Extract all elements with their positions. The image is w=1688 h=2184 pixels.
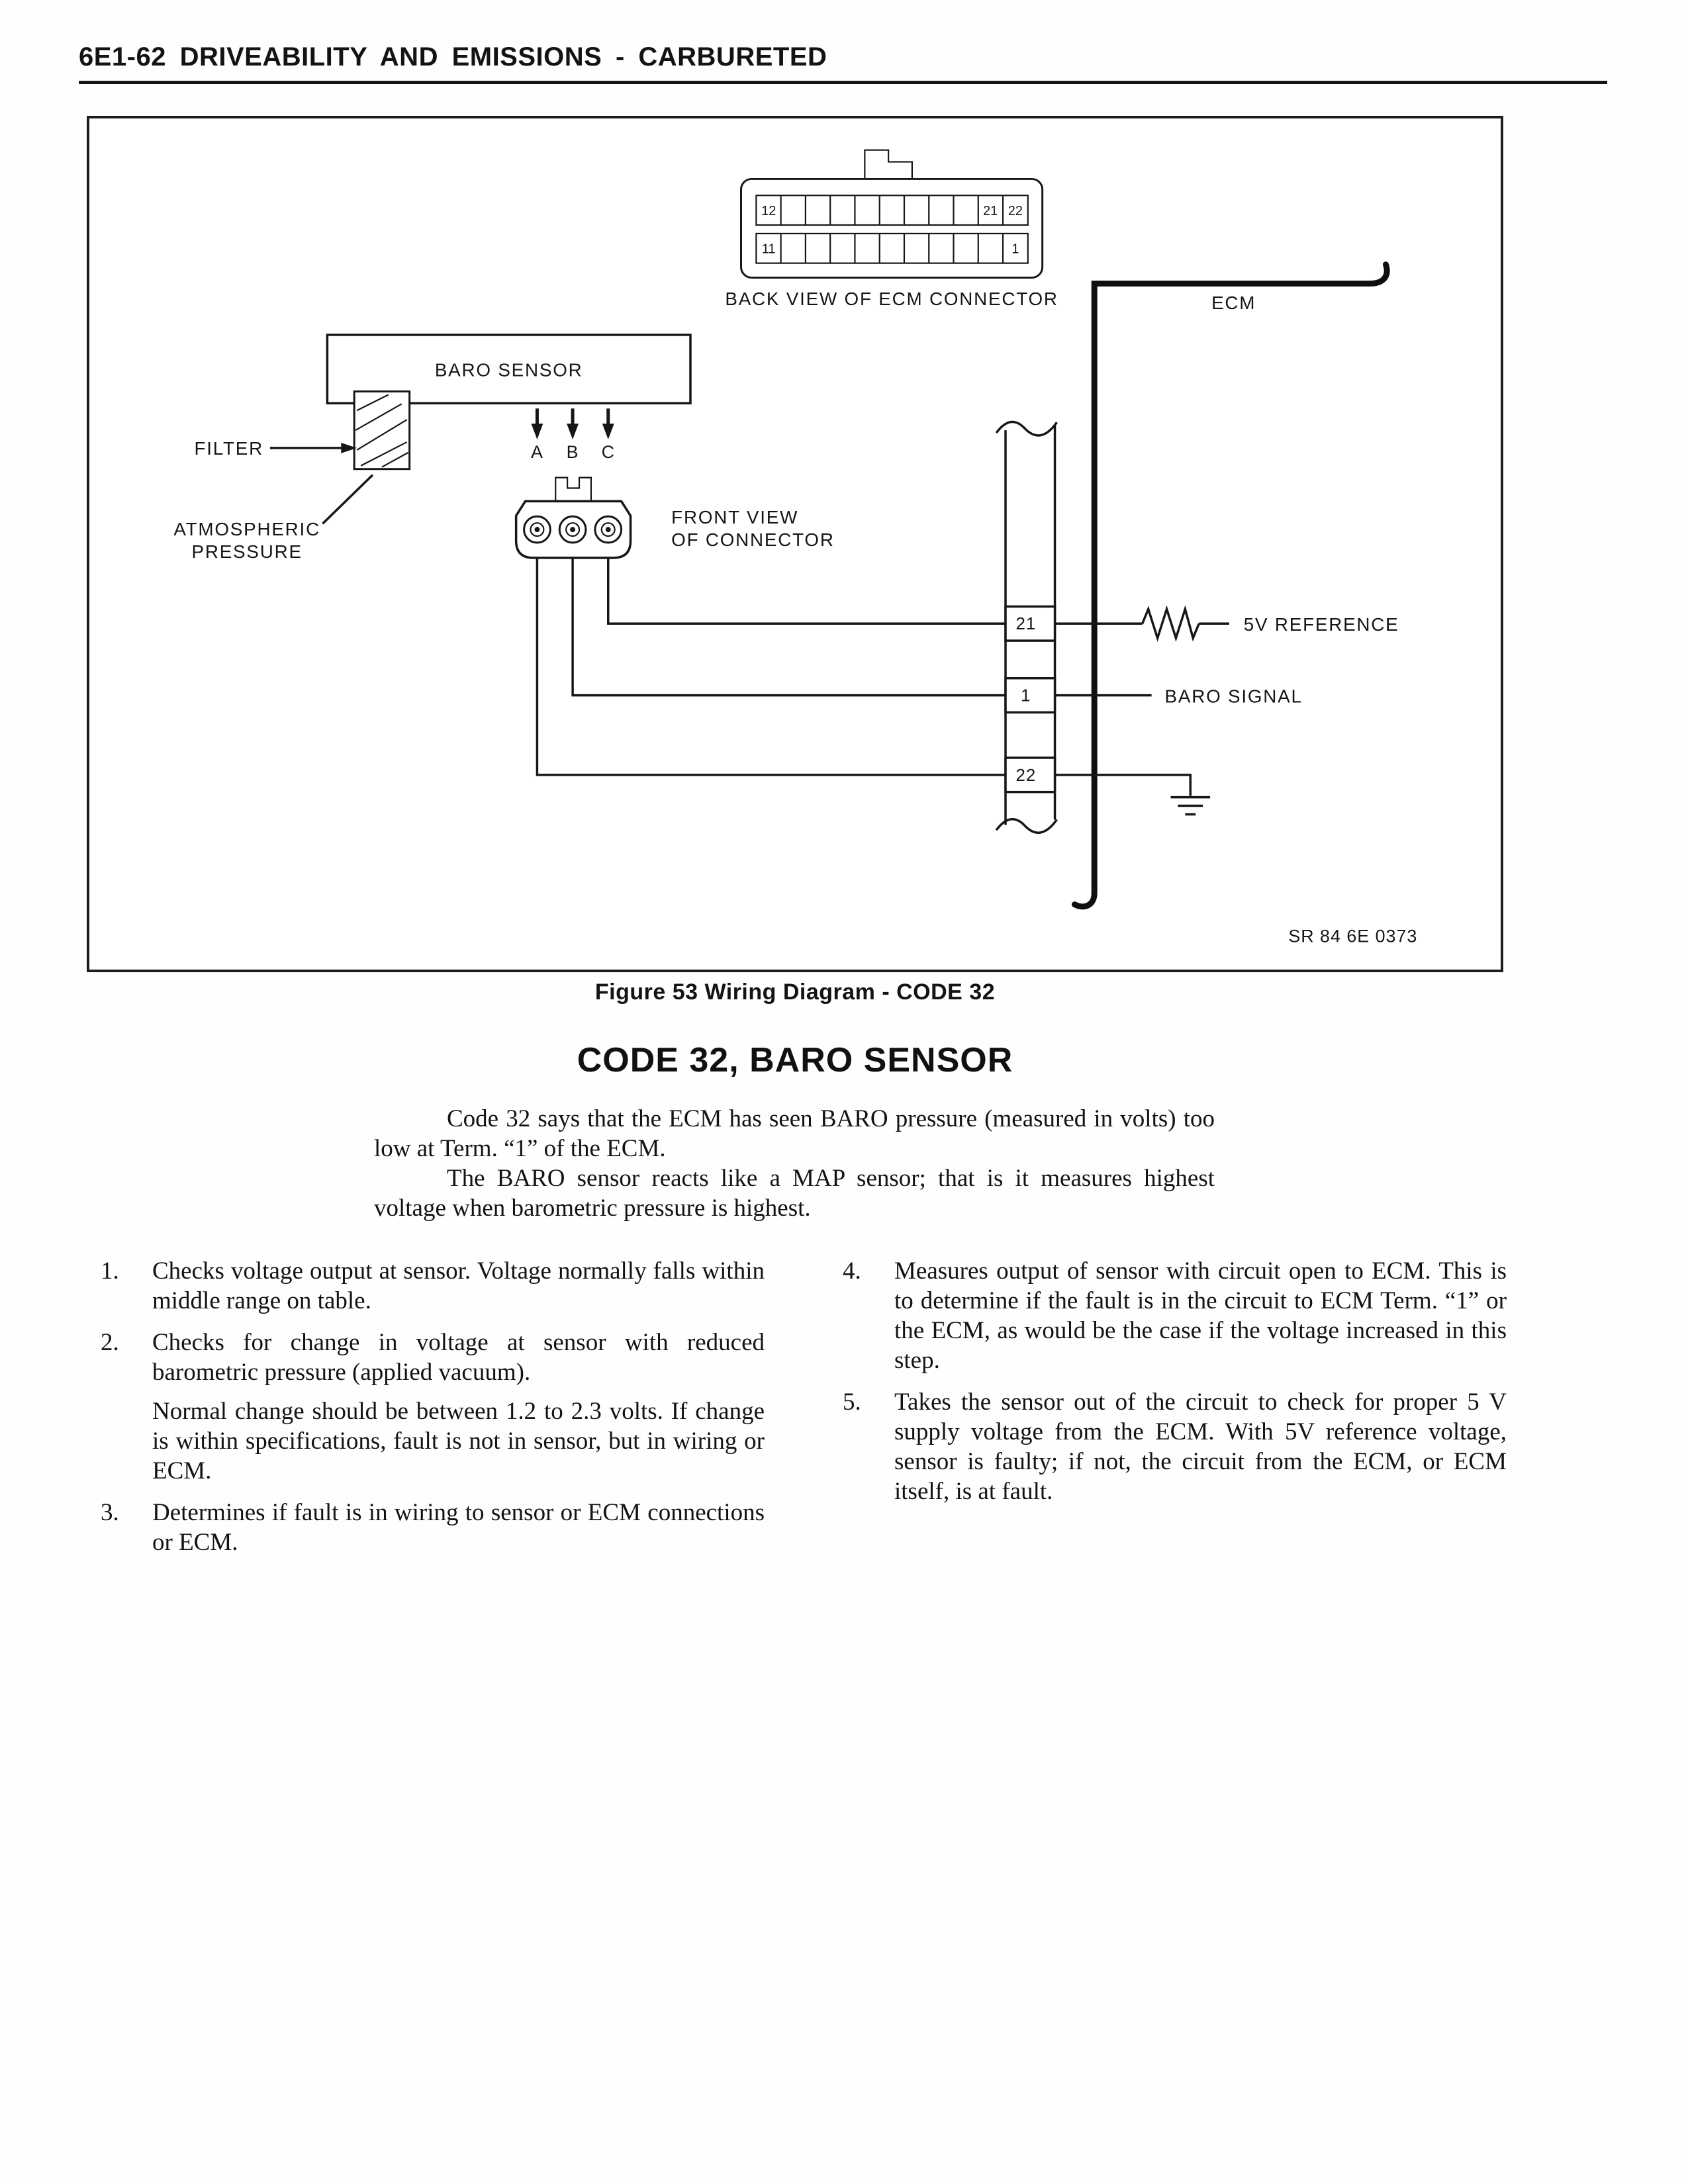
terminal-a-center (534, 527, 539, 532)
step-2-text-block (152, 1328, 765, 1486)
page-header: 6E1-62 DRIVEABILITY AND EMISSIONS - CARBURETED (79, 42, 827, 71)
pin-12-label: 12 (761, 204, 776, 219)
front-connector-terminals (524, 516, 622, 543)
drawing-number: SR 84 6E 0373 (1288, 926, 1418, 946)
terminal-c-center (606, 527, 611, 532)
step-4-text: Measures output of sensor with circuit open to ECM. This is to determine if the fault is in the circuit to ECM Term. “1” or the ECM, as would be the case if the voltage increased in this step. (894, 1257, 1507, 1374)
filter-element (354, 391, 409, 469)
wire-ground (1055, 775, 1191, 796)
step-5 (843, 1387, 1507, 1506)
pin-11-label: 11 (761, 242, 776, 257)
filter-label: FILTER (194, 437, 263, 459)
connector-keyway (865, 150, 912, 179)
front-view-label-line2: OF CONNECTOR (671, 529, 835, 550)
atmospheric-pointer-line (322, 475, 373, 524)
wiring-diagram (89, 118, 1501, 970)
step-2 (101, 1328, 765, 1486)
pin-1-label: 1 (1011, 242, 1019, 257)
harness-break-bottom (996, 819, 1056, 833)
steps-right-column (843, 1256, 1507, 1569)
atmospheric-label-line1: ATMOSPHERIC (173, 519, 320, 540)
resistor-symbol (1143, 609, 1199, 638)
header-rule (79, 81, 1607, 84)
ref-5v-label: 5V REFERENCE (1243, 614, 1399, 635)
wire-terminal-c (608, 559, 1006, 623)
ecm-pin-1-number: 1 (1021, 686, 1031, 705)
ecm-label: ECM (1211, 293, 1256, 314)
baro-sensor-label: BARO SENSOR (434, 359, 583, 381)
step-1-text: Checks voltage output at sensor. Voltage normally falls within middle range on table. (152, 1257, 765, 1314)
step-5-text: Takes the sensor out of the circuit to check for proper 5 V supply voltage from the ECM. With 5V reference voltage, sensor is faulty; if not, the circuit from the ECM, or ECM itself, is at fault. (894, 1388, 1507, 1505)
section-title: CODE 32, BARO SENSOR (577, 1041, 1013, 1079)
ecm-pin-22-number: 22 (1015, 766, 1037, 785)
step-4-number: 4. (843, 1257, 861, 1285)
step-4 (843, 1256, 1507, 1375)
steps-left-column (101, 1256, 765, 1569)
intro-paragraphs (374, 1104, 1215, 1223)
ecm-pin-21-number: 21 (1015, 615, 1037, 634)
step-2-number: 2. (101, 1329, 119, 1356)
intro-paragraph-1: Code 32 says that the ECM has seen BARO pressure (measured in volts) too low at Term. “1” of the ECM. (374, 1105, 1215, 1162)
diagnostic-steps (101, 1256, 1507, 1569)
wiring-diagram-frame (87, 116, 1503, 972)
pin-22-label: 22 (1008, 204, 1023, 219)
ground-symbol (1170, 797, 1210, 815)
ecm-bracket (1074, 265, 1387, 907)
back-view-label: BACK VIEW OF ECM CONNECTOR (725, 289, 1058, 310)
intro-paragraph-2: The BARO sensor reacts like a MAP sensor; that is it measures highest voltage when barometric pressure is highest. (374, 1165, 1215, 1222)
terminal-c-label: C (601, 441, 615, 462)
atmospheric-label-line2: PRESSURE (191, 541, 303, 562)
step-1-number: 1. (101, 1257, 119, 1285)
front-view-label-line1: FRONT VIEW (671, 507, 799, 528)
terminal-b-label: B (566, 441, 579, 462)
connector-latch-tab (555, 478, 591, 502)
step-3 (101, 1498, 765, 1557)
terminal-arrowhead-a (531, 424, 543, 439)
step-2-text: Checks for change in voltage at sensor with reduced barometric pressure (applied vacuum). (152, 1329, 765, 1386)
step-5-number: 5. (843, 1388, 861, 1416)
step-3-number: 3. (101, 1499, 119, 1526)
step-2-text-continued: Normal change should be between 1.2 to 2.3 volts. If change is within specifications, fault is not in sensor, but in wiring or ECM. (152, 1398, 765, 1484)
step-3-text: Determines if fault is in wiring to sensor or ECM connections or ECM. (152, 1499, 765, 1556)
pin-21-label: 21 (983, 204, 998, 219)
figure-caption: Figure 53 Wiring Diagram - CODE 32 (594, 979, 996, 1005)
step-1 (101, 1256, 765, 1316)
terminal-arrowhead-b (567, 424, 579, 439)
terminal-a-label: A (530, 441, 543, 462)
wire-terminal-b (573, 559, 1006, 696)
terminal-arrowhead-c (602, 424, 614, 439)
terminal-b-center (570, 527, 575, 532)
terminal-arrow-stems (537, 408, 608, 425)
baro-signal-label: BARO SIGNAL (1164, 686, 1303, 707)
